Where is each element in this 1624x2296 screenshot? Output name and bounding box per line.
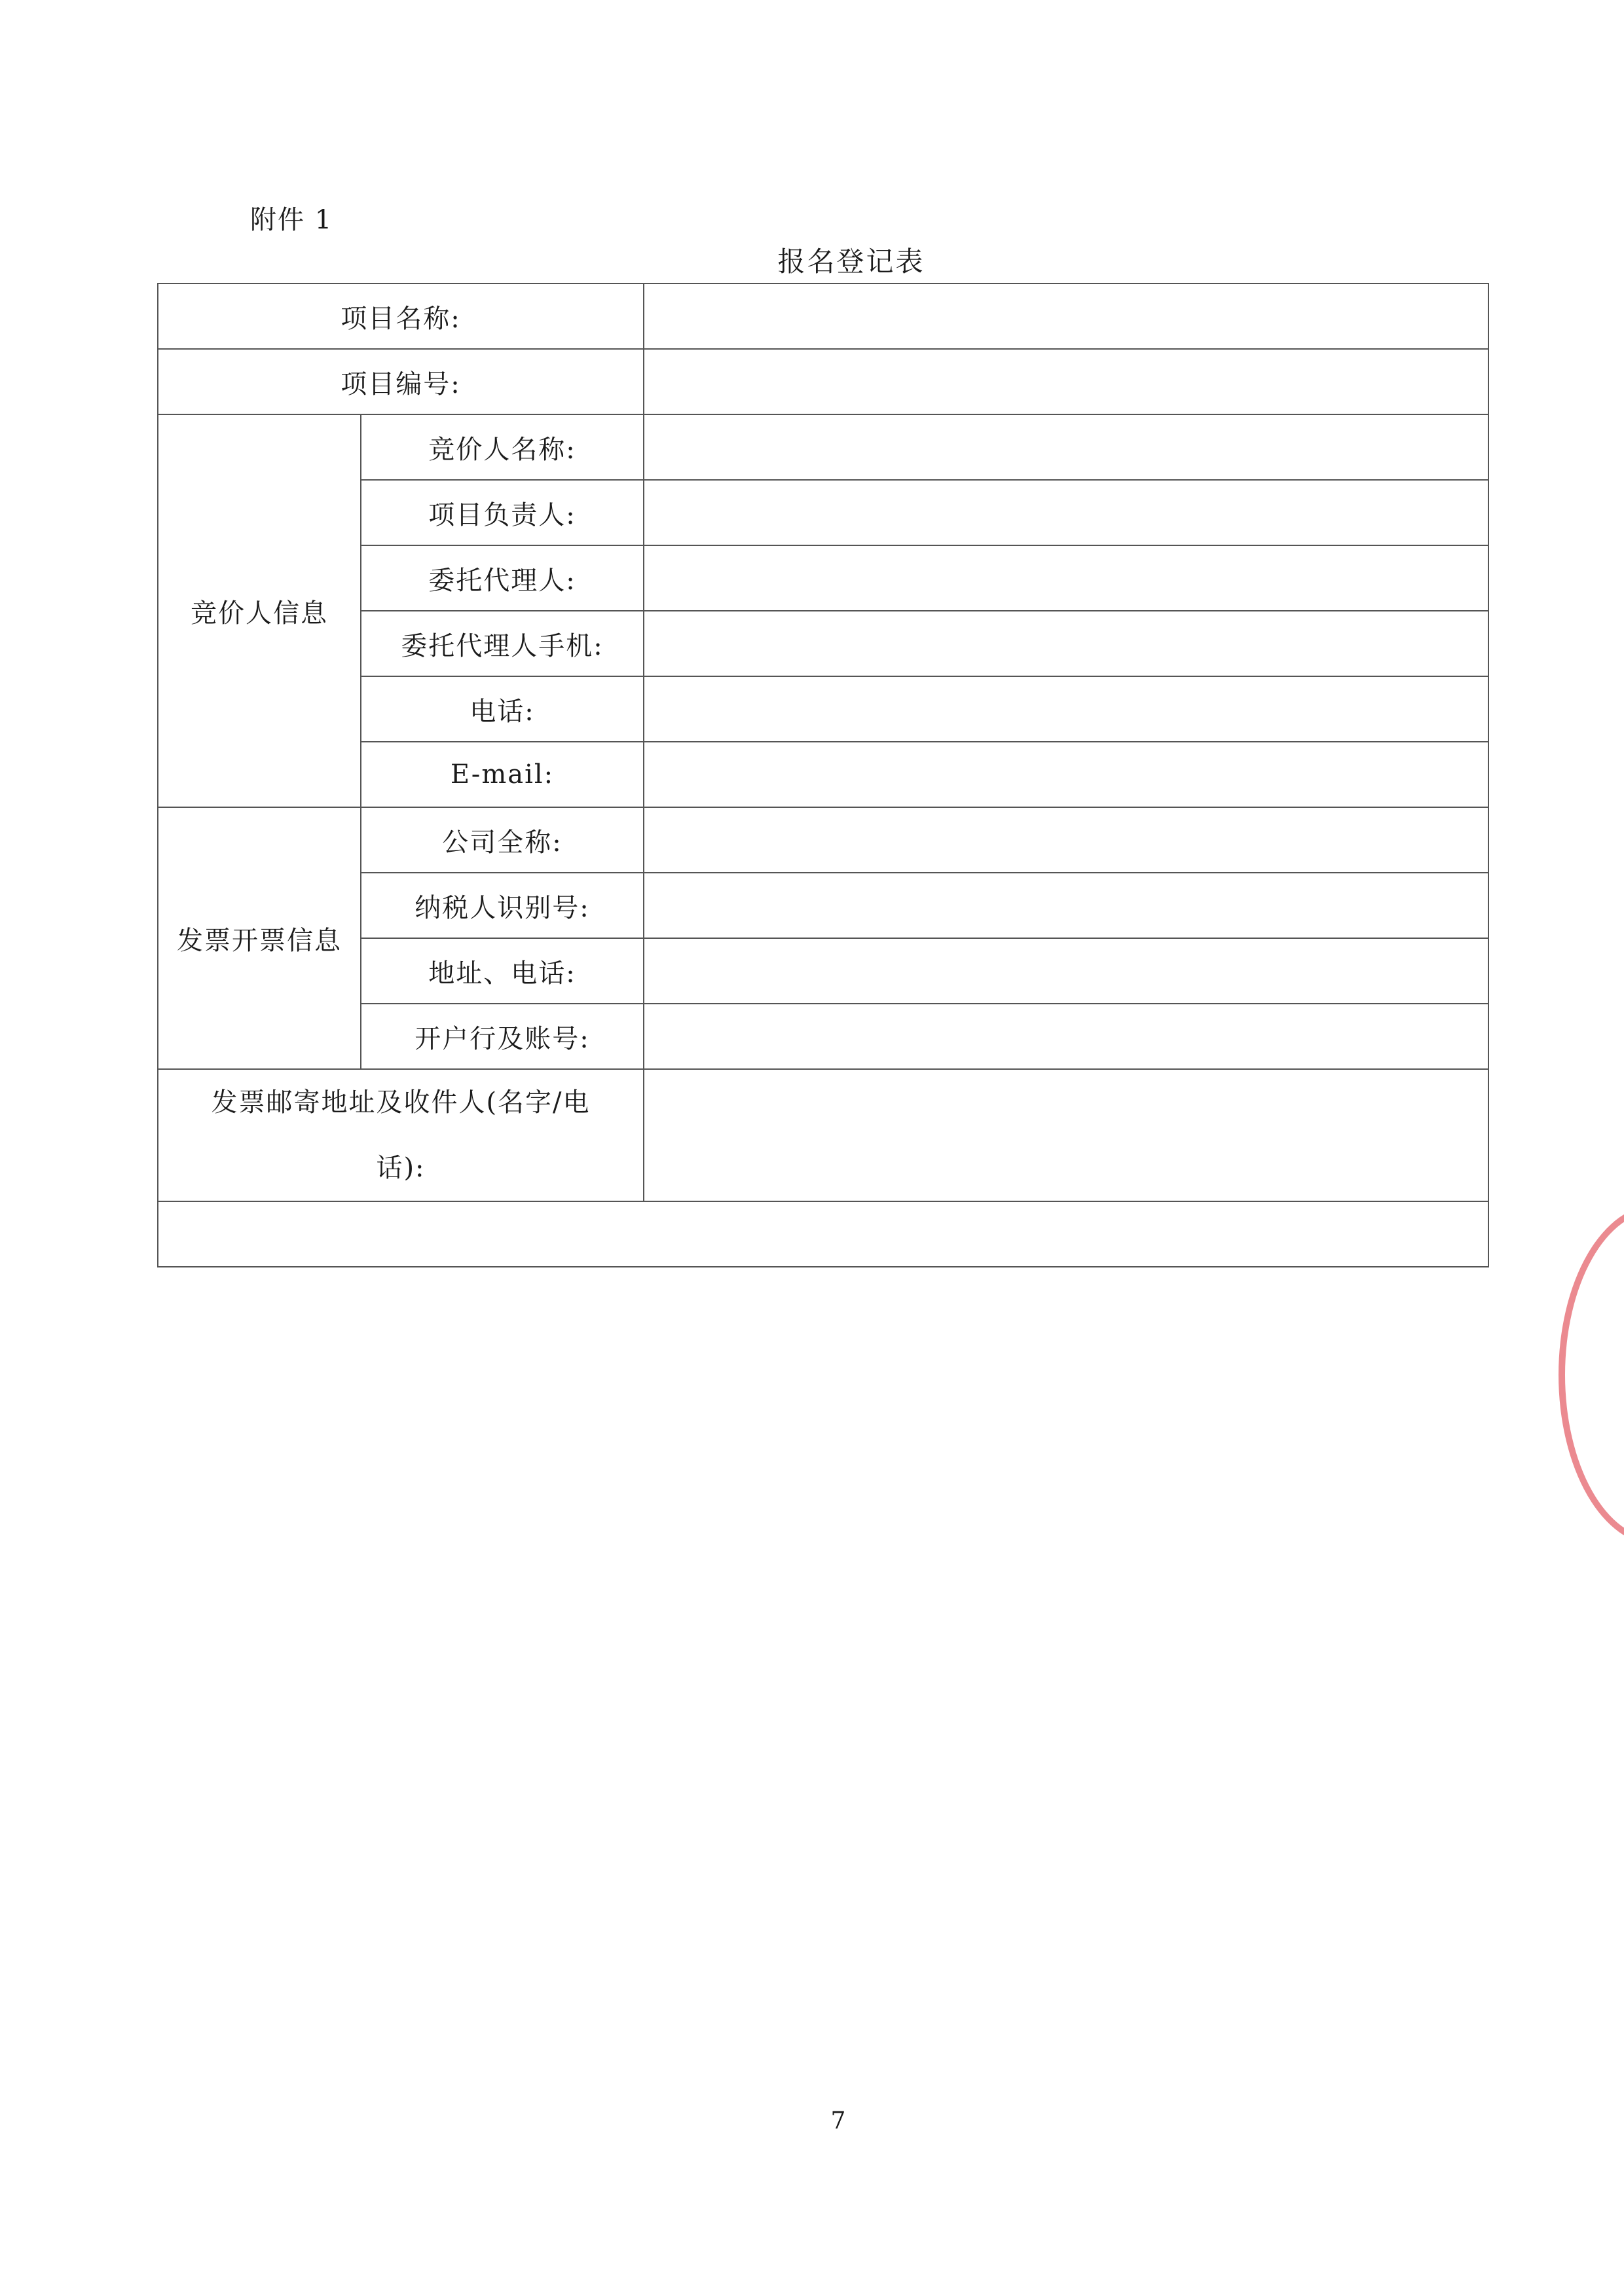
agent-mobile-label: 委托代理人手机: [361,611,644,676]
form-title: 报名登记表 [777,246,925,278]
attachment-label: 附件 1 [250,205,333,235]
project-number-label: 项目编号: [158,349,644,414]
company-name-value[interactable] [644,807,1488,873]
bank-account-label: 开户行及账号: [361,1004,644,1069]
bidder-name-label: 竞价人名称: [361,414,644,480]
mailing-value[interactable] [644,1069,1488,1201]
email-label: E-mail: [361,742,644,807]
bidder-name-value[interactable] [644,414,1488,480]
mailing-label-line2: 话): [376,1153,426,1183]
project-name-value[interactable] [644,283,1488,349]
page-number: 7 [830,2107,846,2134]
address-phone-label: 地址、电话: [361,938,644,1004]
email-value[interactable] [644,742,1488,807]
table-row [158,414,1488,480]
address-phone-value[interactable] [644,938,1488,1004]
project-name-label: 项目名称: [158,283,644,349]
project-number-value[interactable] [644,349,1488,414]
phone-value[interactable] [644,676,1488,742]
table-row [158,1201,1488,1267]
table-row [158,283,1488,349]
mailing-label [158,1069,644,1201]
company-name-label: 公司全称: [361,807,644,873]
agent-value[interactable] [644,545,1488,611]
mailing-label-line1: 发票邮寄地址及收件人(名字/电 [211,1087,591,1118]
project-leader-value[interactable] [644,480,1488,545]
invoice-info-group-label: 发票开票信息 [158,807,361,1069]
bank-account-value[interactable] [644,1004,1488,1069]
tax-id-value[interactable] [644,873,1488,938]
blank-bottom-row[interactable] [158,1201,1488,1267]
agent-mobile-value[interactable] [644,611,1488,676]
table-row [158,1069,1488,1201]
project-leader-label: 项目负责人: [361,480,644,545]
phone-label: 电话: [361,676,644,742]
table-row [158,807,1488,873]
bidder-info-group-label: 竞价人信息 [158,414,361,807]
registration-table [157,283,1489,1267]
agent-label: 委托代理人: [361,545,644,611]
tax-id-label: 纳税人识别号: [361,873,644,938]
table-row [158,349,1488,414]
red-seal-stamp [1559,1205,1624,1545]
